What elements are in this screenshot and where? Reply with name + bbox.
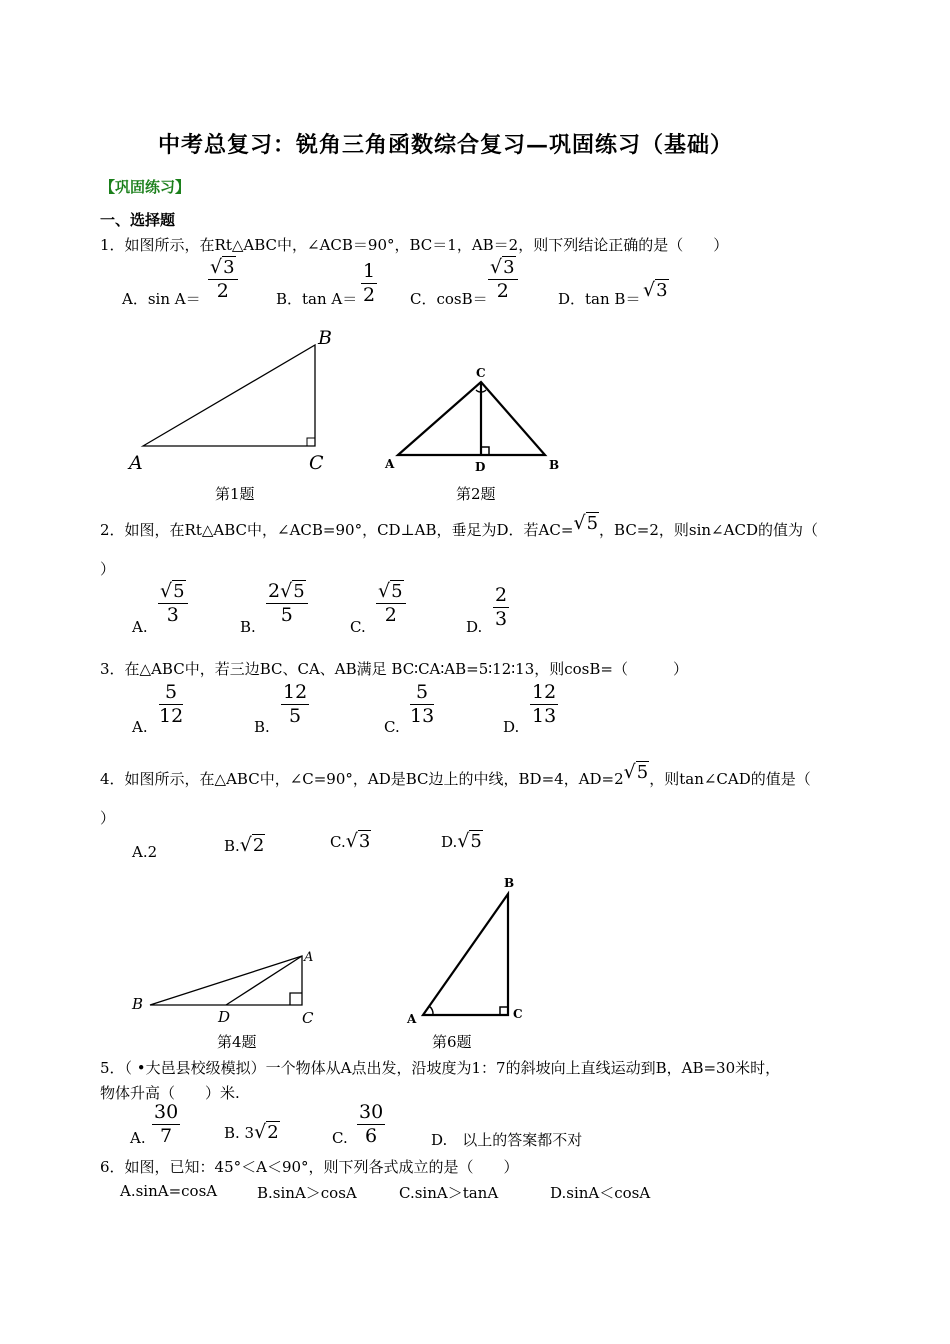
q1-d-radicand: 3	[656, 280, 668, 301]
q5-option-c-fraction	[357, 1103, 385, 1146]
question-3-text: 3．在△ABC中，若三边BC、CA、AB满足 BC∶CA∶AB=5∶12∶13，则cosB=（ ）	[100, 660, 688, 678]
q5-option-a-fraction	[152, 1103, 180, 1146]
q3-d-den: 13	[532, 705, 557, 727]
q3-option-d-fraction	[530, 683, 558, 726]
q1-a-den: 2	[216, 280, 229, 302]
fig6-label-c: C	[513, 1007, 523, 1021]
q5-c-den: 6	[365, 1125, 378, 1147]
q2-b-den: 5	[280, 604, 293, 626]
q2-d-num: 2	[495, 584, 508, 606]
fig2-label-d: D	[475, 460, 486, 474]
fig1-right-angle-mark	[307, 438, 315, 446]
q2-text-a: 2．如图，在Rt△ABC中，∠ACB=90°，CD⊥AB，垂足为D．若AC=	[100, 521, 574, 539]
q1-b-den: 2	[363, 284, 376, 306]
q1-option-c-fraction: √3 2	[488, 258, 518, 301]
q1-option-b-label: B．tan A＝	[276, 290, 358, 308]
question-4-text: 4．如图所示，在△ABC中，∠C=90°，AD是BC边上的中线，BD=4，AD=2√5，则tan∠CAD的值是（	[100, 761, 811, 788]
q5-option-b: B. 3√2	[224, 1121, 279, 1143]
q4-c-label: C.	[330, 833, 346, 851]
fig6-label-a: A	[407, 1012, 417, 1026]
q2-d-den: 3	[495, 608, 508, 630]
question-5-line2: 物体升高（ ）米.	[100, 1084, 240, 1102]
q1-b-num: 1	[363, 260, 376, 282]
q1-option-a-label: A．sin A＝	[122, 290, 201, 308]
page-title: 中考总复习：锐角三角函数综合复习—巩固练习（基础）	[158, 132, 734, 158]
q5-b-label: B. 3	[224, 1124, 255, 1142]
figure-1	[125, 325, 340, 475]
question-5-line1: 5．（ •大邑县校级模拟）一个物体从A点出发，沿坡度为1：7的斜坡向上直线运动到B，AB=30米时，	[100, 1059, 781, 1077]
q3-d-num: 12	[532, 681, 557, 703]
q3-b-den: 5	[289, 705, 302, 727]
q6-option-a: A.sinA=cosA	[120, 1182, 218, 1200]
fig6-caption: 第6题	[432, 1033, 472, 1051]
q4-c-radicand: 3	[358, 831, 371, 852]
q2-a-den: 3	[166, 604, 179, 626]
q5-a-num: 30	[154, 1101, 179, 1123]
q4-text-a: 4．如图所示，在△ABC中，∠C=90°，AD是BC边上的中线，BD=4，AD=2	[100, 770, 624, 788]
q2-option-a-fraction: √5 3	[158, 582, 188, 625]
figure-4	[125, 945, 325, 1025]
q2-a-radicand: 5	[173, 581, 185, 602]
q3-option-c-fraction	[410, 683, 434, 726]
q4-option-c: C.√3	[330, 830, 371, 852]
q5-option-c-label: C.	[332, 1129, 348, 1147]
fig2-label-a: A	[385, 457, 395, 471]
figure-2	[380, 362, 565, 477]
section-heading: 一、选择题	[100, 211, 176, 229]
q2-option-d-fraction	[493, 586, 509, 629]
q5-a-den: 7	[160, 1125, 173, 1147]
q6-option-c: C.sinA＞tanA	[399, 1184, 499, 1202]
q2-option-b-label: B.	[240, 618, 256, 636]
q2-c-den: 2	[384, 604, 397, 626]
fig4-label-d: D	[218, 1008, 231, 1025]
q3-c-den: 13	[410, 705, 435, 727]
q2-option-a-label: A.	[132, 618, 148, 636]
q1-option-d-radical: √3	[643, 279, 668, 301]
q4-b-label: B.	[224, 837, 240, 855]
question-2-line2: ）	[100, 560, 116, 578]
q2-option-c-label: C.	[350, 618, 366, 636]
q3-a-den: 12	[159, 705, 184, 727]
fig2-caption: 第2题	[456, 485, 496, 503]
q4-d-radicand: 5	[470, 831, 482, 852]
q2-c-radicand: 5	[391, 581, 403, 602]
fig4-label-a: A	[304, 950, 314, 965]
q3-option-b-label: B.	[254, 718, 270, 736]
question-4-line2: ）	[100, 809, 116, 827]
q4-option-b: B.√2	[224, 834, 265, 856]
fig1-caption: 第1题	[215, 485, 255, 503]
question-2-text: 2．如图，在Rt△ABC中，∠ACB=90°，CD⊥AB，垂足为D．若AC=√5，BC=2，则sin∠ACD的值为（	[100, 512, 818, 539]
q2-text-b: ，BC=2，则sin∠ACD的值为（	[599, 521, 818, 539]
q3-option-a-fraction	[159, 683, 183, 726]
fig1-label-c: C	[309, 452, 324, 474]
q5-b-radicand: 2	[267, 1122, 279, 1143]
q1-option-c-label: C．cosB＝	[410, 290, 488, 308]
q6-option-d: D.sinA＜cosA	[550, 1184, 651, 1202]
q1-option-d-label: D．tan B＝	[558, 290, 641, 308]
q4-option-d: D.√5	[441, 830, 482, 852]
fig1-triangle	[143, 345, 315, 446]
q2-option-c-fraction: √5 2	[376, 582, 406, 625]
q3-a-num: 5	[165, 681, 178, 703]
q4-radicand: 5	[636, 762, 649, 783]
q2-radicand: 5	[586, 513, 599, 534]
q5-option-a-label: A.	[130, 1129, 146, 1147]
fig6-label-b: B	[504, 876, 515, 890]
fig6-right-angle-mark	[500, 1007, 508, 1015]
q1-c-den: 2	[496, 280, 509, 302]
q4-option-a: A.2	[132, 843, 158, 861]
q2-option-b-fraction: 2√5 5	[266, 582, 308, 625]
fig2-label-c: C	[476, 366, 486, 380]
q1-option-a-fraction: √3 2	[208, 258, 238, 301]
fig4-label-c: C	[302, 1009, 314, 1025]
q6-option-b: B.sinA＞cosA	[257, 1184, 357, 1202]
figure-6	[400, 872, 540, 1027]
fig4-caption: 第4题	[217, 1033, 257, 1051]
q5-option-d: D. 以上的答案都不对	[431, 1131, 583, 1149]
q3-option-b-fraction	[281, 683, 309, 726]
q3-c-num: 5	[416, 681, 429, 703]
q5-c-num: 30	[359, 1101, 384, 1123]
question-6-text: 6．如图，已知：45°＜A＜90°，则下列各式成立的是（ ）	[100, 1158, 519, 1176]
q2-b-radicand: 5	[293, 581, 305, 602]
q3-option-a-label: A.	[132, 718, 148, 736]
q3-b-num: 12	[283, 681, 308, 703]
section-tag: 【巩固练习】	[100, 178, 191, 196]
q4-d-label: D.	[441, 833, 458, 851]
q2-option-d-label: D.	[466, 618, 483, 636]
fig4-triangle	[150, 956, 302, 1005]
q4-b-radicand: 2	[252, 835, 265, 856]
question-1-text: 1．如图所示，在Rt△ABC中，∠ACB＝90°，BC＝1，AB＝2，则下列结论正确的是（ ）	[100, 236, 729, 254]
fig6-angle-arc	[429, 1006, 433, 1015]
q1-c-radicand: 3	[503, 257, 515, 278]
fig4-label-b: B	[132, 995, 144, 1013]
q1-a-radicand: 3	[223, 257, 235, 278]
q3-option-d-label: D.	[503, 718, 520, 736]
fig2-triangle	[398, 382, 545, 455]
q2-b-coef: 2	[268, 580, 281, 602]
fig2-label-b: B	[549, 458, 560, 472]
fig1-label-a: A	[129, 452, 143, 474]
fig4-right-angle-mark	[290, 993, 302, 1005]
fig1-label-b: B	[318, 327, 332, 349]
fig2-right-angle-mark	[481, 447, 489, 455]
fig6-triangle	[423, 894, 508, 1015]
q3-option-c-label: C.	[384, 718, 400, 736]
q1-option-b-fraction	[361, 262, 377, 305]
q4-text-b: ，则tan∠CAD的值是（	[649, 770, 811, 788]
